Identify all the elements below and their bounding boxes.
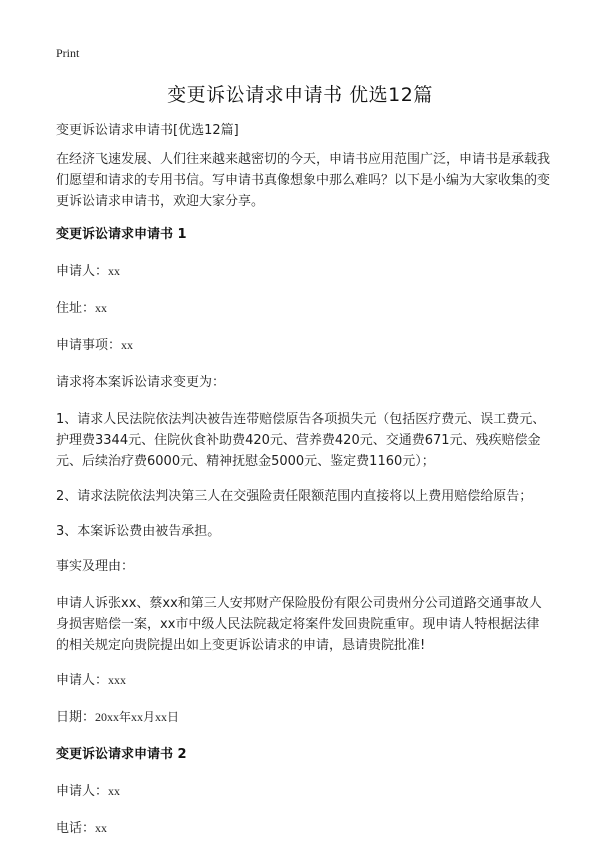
intro-paragraph: 在经济飞速发展、人们往来越来越密切的今天，申请书应用范围广泛，申请书是承载我们愿望和请求的专用书信。写申请书真像想象中那么难吗？以下是小编为大家收集的变更诉讼请求申请书，欢迎大家分享。	[56, 152, 551, 209]
applicant-value-2: xx	[108, 784, 121, 798]
phone-value: xx	[95, 821, 108, 835]
document-title: 变更诉讼请求申请书 优选12篇	[167, 84, 433, 106]
request-item-1: 1、请求人民法院依法判决被告连带赔偿原告各项损失元（包括医疗费元、误工费元、护理费3344元、住院伙食补助费420元、营养费420元、交通费671元、残疾赔偿金元、后续治疗费6000元、精神抚慰金5000元、鉴定费1160元）；	[56, 412, 546, 469]
date-field	[56, 707, 552, 728]
request-intro: 请求将本案诉讼请求变更为：	[56, 375, 226, 390]
document-subtitle: 变更诉讼请求申请书[优选12篇]	[56, 123, 239, 138]
applicant-label: 申请人：	[56, 264, 109, 279]
signer-label: 申请人：	[56, 673, 109, 688]
signer-field	[56, 670, 552, 691]
applicant-field	[56, 261, 552, 282]
address-value: xx	[95, 301, 108, 315]
date-label: 日期：	[56, 710, 96, 725]
section-heading-2: 变更诉讼请求申请书 2	[56, 747, 187, 762]
applicant-field-2	[56, 781, 552, 802]
document-body	[56, 120, 552, 855]
phone-field	[56, 818, 552, 839]
matter-field	[56, 335, 552, 356]
matter-label: 申请事项：	[56, 338, 122, 353]
facts-label: 事实及理由：	[56, 559, 135, 574]
signer-value: xxx	[108, 673, 127, 687]
section-heading-1: 变更诉讼请求申请书 1	[56, 227, 187, 242]
date-value: 20xx年xx月xx日	[95, 710, 180, 724]
print-label: Print	[56, 46, 80, 60]
address-field	[56, 298, 552, 319]
phone-label: 电话：	[56, 821, 96, 836]
request-item-2: 2、请求法院依法判决第三人在交强险责任限额范围内直接将以上费用赔偿给原告；	[56, 489, 533, 504]
address-label: 住址：	[56, 301, 96, 316]
matter-value: xx	[121, 338, 134, 352]
facts-paragraph: 申请人诉张xx、蔡xx和第三人安邦财产保险股份有限公司贵州分公司道路交通事故人身损害赔偿一案，xx市中级人民法院裁定将案件发回贵院重审。现申请人特根据法律的相关规定向贵院提出如上变更诉讼请求的申请，恳请贵院批准!	[56, 596, 542, 653]
applicant-value: xx	[108, 264, 121, 278]
request-item-3: 3、本案诉讼费由被告承担。	[56, 524, 221, 539]
applicant-label-2: 申请人：	[56, 784, 109, 799]
